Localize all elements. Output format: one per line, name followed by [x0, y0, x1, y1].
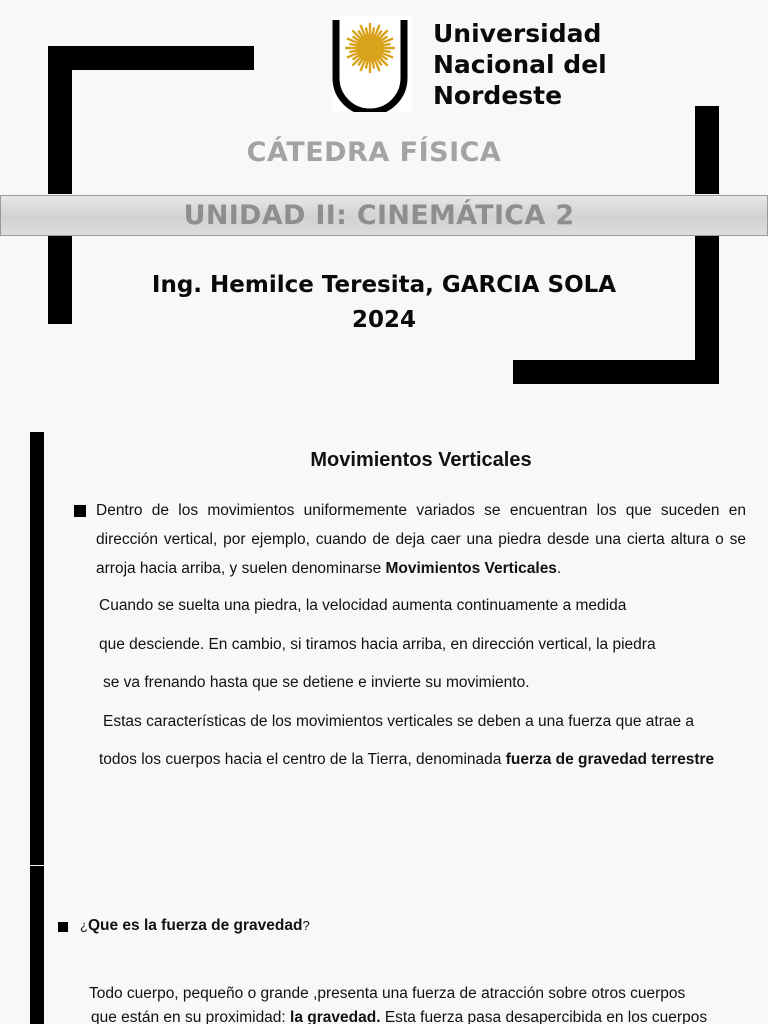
intro-line: Dentro de los movimientos uniformemente variados se encuentran los que suceden en	[96, 502, 746, 519]
gravity-slide	[0, 866, 768, 1024]
question-heading: ¿Que es la fuerza de gravedad?	[80, 917, 310, 934]
author-block	[0, 268, 768, 338]
university-logo	[332, 16, 412, 112]
body-line: se va frenando hasta que se detiene e invierte su movimiento.	[103, 674, 530, 691]
bullet-square-icon	[74, 505, 86, 517]
intro-line: arroja hacia arriba, y suelen denominarse Movimientos Verticales.	[96, 560, 562, 577]
author-year: 2024	[351, 307, 416, 333]
frame-bar-top-left-horizontal	[48, 46, 254, 70]
highlight-term: Movimientos Verticales	[385, 560, 557, 577]
left-accent-bar	[30, 866, 44, 1024]
bullet-square-icon	[58, 922, 68, 932]
university-name-line: Nacional del	[433, 50, 607, 79]
highlight-term: la gravedad.	[290, 1009, 381, 1024]
body-line: Estas características de los movimientos verticales se deben a una fuerza que atrae a	[103, 713, 695, 730]
body-line: todos los cuerpos hacia el centro de la Tierra, denominada fuerza de gravedad terrestre	[99, 751, 715, 768]
author-name: Ing. Hemilce Teresita, GARCIA SOLA	[151, 272, 617, 298]
body-line: Todo cuerpo, pequeño o grande ,presenta una fuerza de atracción sobre otros cuerpos	[89, 985, 686, 1002]
highlight-term: fuerza de gravedad terrestre	[505, 751, 715, 768]
unit-title: UNIDAD II: CINEMÁTICA 2	[183, 200, 575, 231]
cover-slide	[0, 0, 768, 432]
sun-emblem-icon	[345, 23, 395, 73]
vertical-motion-slide	[0, 432, 768, 865]
frame-bar-bottom-right-horizontal	[513, 360, 719, 384]
left-accent-bar	[30, 432, 44, 865]
university-name	[433, 18, 607, 111]
university-name-line: Universidad	[433, 19, 602, 48]
body-line: que desciende. En cambio, si tiramos hacia arriba, en dirección vertical, la piedra	[99, 636, 656, 653]
intro-paragraph	[96, 496, 746, 583]
body-line: Cuando se suelta una piedra, la velocidad aumenta continuamente a medida	[99, 597, 627, 614]
university-name-line: Nordeste	[433, 81, 563, 110]
frame-bar-top-left-vertical	[48, 46, 72, 194]
body-line: que están en su proximidad: la gravedad. Esta fuerza pasa desapercibida en los cuerpos	[91, 1009, 708, 1024]
catedra-title: CÁTEDRA FÍSICA	[246, 137, 502, 168]
slide-title: Movimientos Verticales	[310, 449, 532, 471]
intro-line: dirección vertical, por ejemplo, cuando de deja caer una piedra desde una cierta altura o se	[96, 531, 746, 548]
